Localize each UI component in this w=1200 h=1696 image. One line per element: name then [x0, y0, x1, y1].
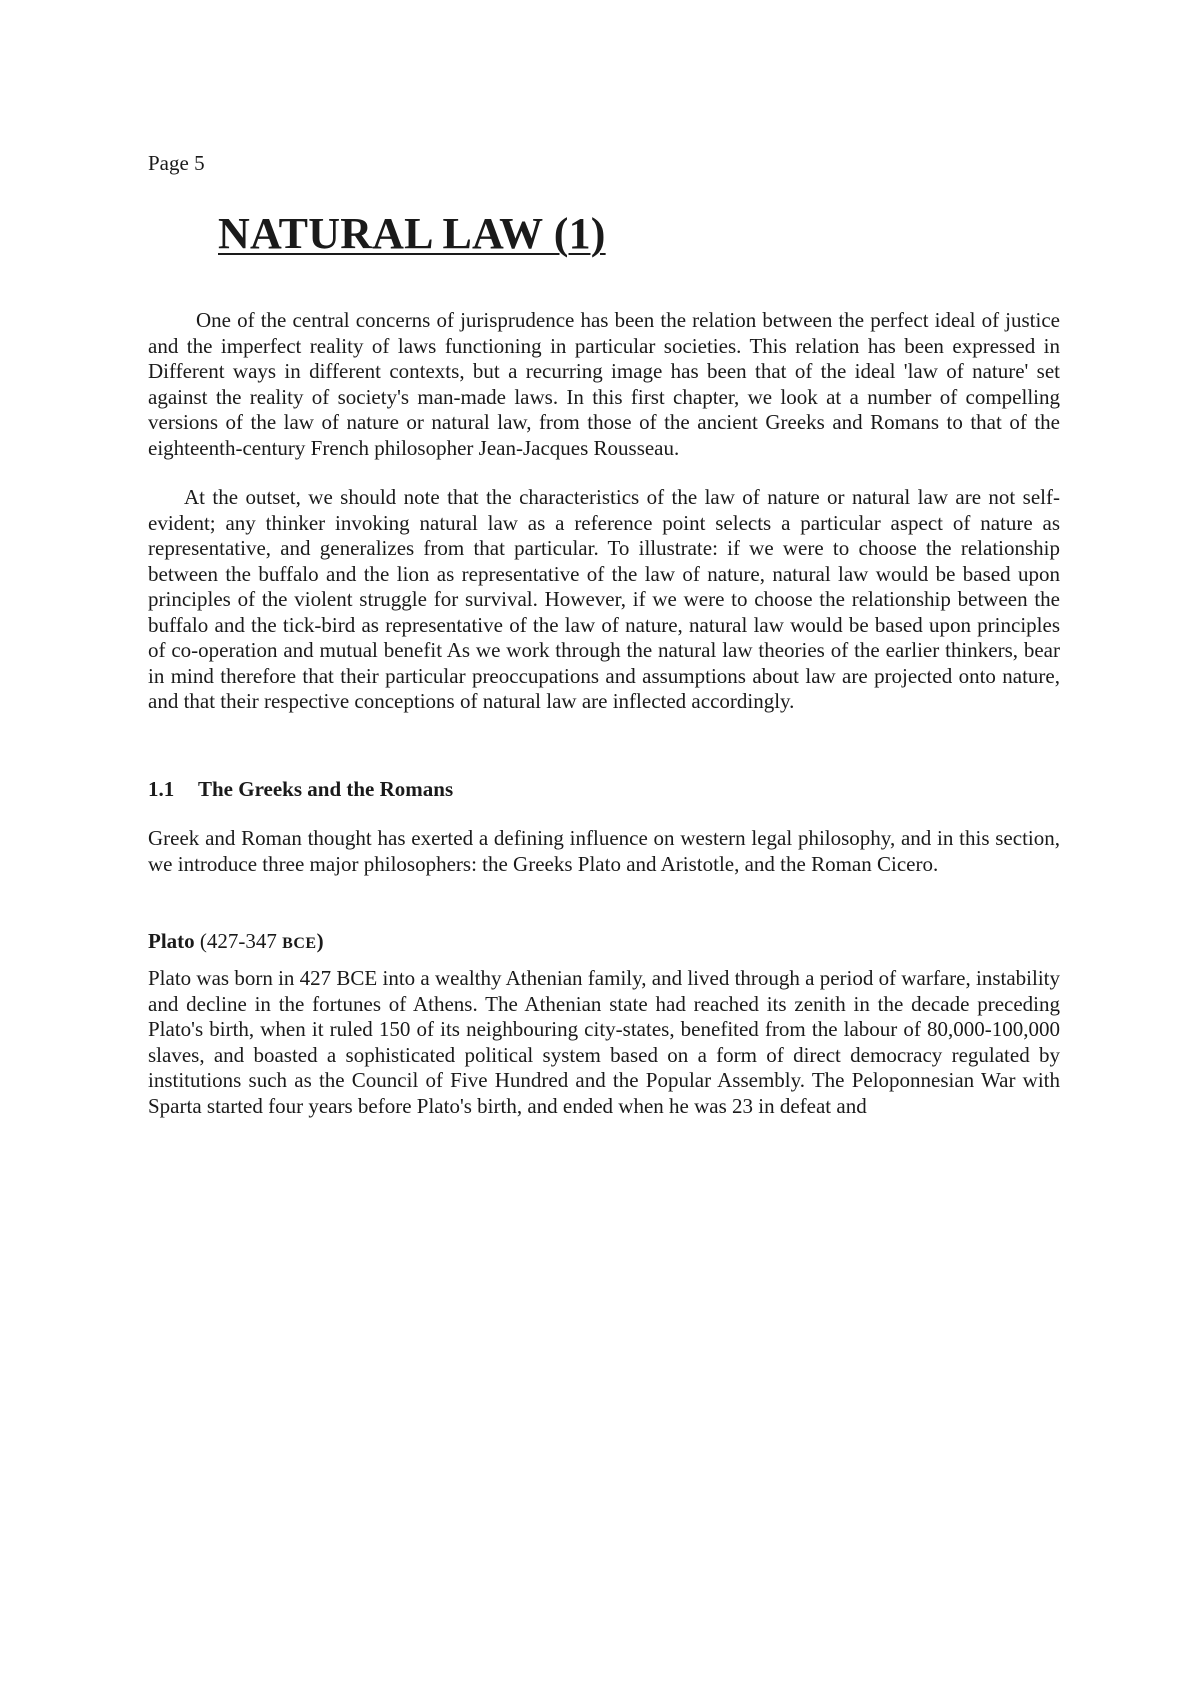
intro-paragraph-2: At the outset, we should note that the characteristics of the law of nature or natural law are not self-evident; any thinker invoking natural law as a reference point selects a particular aspect of nature as representative, and generalizes from that particular. To illustrate: if we were to choose the relationship between the buffalo and the lion as representative of the law of nature, natural law would be based upon principles of the violent struggle for survival. However, if we were to choose the relationship between the buffalo and the tick-bird as representative of the law of nature, natural law would be based upon principles of co-operation and mutual benefit As we work through the natural law theories of the earlier thinkers, bear in mind therefore that their particular preoccupations and assumptions about law are projected onto nature, and that their respective conceptions of natural law are inflected accordingly.: [148, 485, 1060, 713]
chapter-title: NATURAL LAW (1): [218, 209, 606, 258]
plato-heading: [148, 928, 324, 957]
plato-paragraph: Plato was born in 427 BCE into a wealthy Athenian family, and lived through a period of warfare, instability and decline in the fortunes of Athens. The Athenian state had reached its zenith in the decade preceding Plato's birth, when it ruled 150 of its neighbouring city-states, benefited from the labour of 80,000-100,000 slaves, and boasted a sophisticated political system based on a form of direct democracy regulated by institutions such as the Council of Five Hundred and the Popular Assembly. The Peloponnesian War with Sparta started four years before Plato's birth, and ended when he was 23 in defeat and: [148, 966, 1060, 1118]
intro-paragraph-1: One of the central concerns of jurisprudence has been the relation between the perfect ideal of justice and the imperfect reality of laws functioning in particular societies. This relation has been expressed in Different ways in different contexts, but a recurring image has been that of the ideal 'law of nature' set against the reality of society's man-made laws. In this first chapter, we look at a number of compelling versions of the law of nature or natural law, from those of the ancient Greeks and Romans to that of the eighteenth-century French philosopher Jean-Jacques Rousseau.: [148, 308, 1060, 460]
section-heading: [148, 776, 453, 802]
section-paragraph: Greek and Roman thought has exerted a defining influence on western legal philosophy, and in this section, we introduce three major philosophers: the Greeks Plato and Aristotle, and the Roman Cicero.: [148, 826, 1060, 876]
page-number: Page 5: [148, 151, 205, 175]
plato-name: Plato: [148, 929, 195, 953]
section-title: The Greeks and the Romans: [198, 777, 454, 801]
plato-dates-close: ): [316, 929, 324, 953]
plato-dates: (427-347: [199, 929, 277, 953]
section-number: 1.1: [148, 777, 175, 801]
plato-era: BCE: [282, 935, 317, 952]
